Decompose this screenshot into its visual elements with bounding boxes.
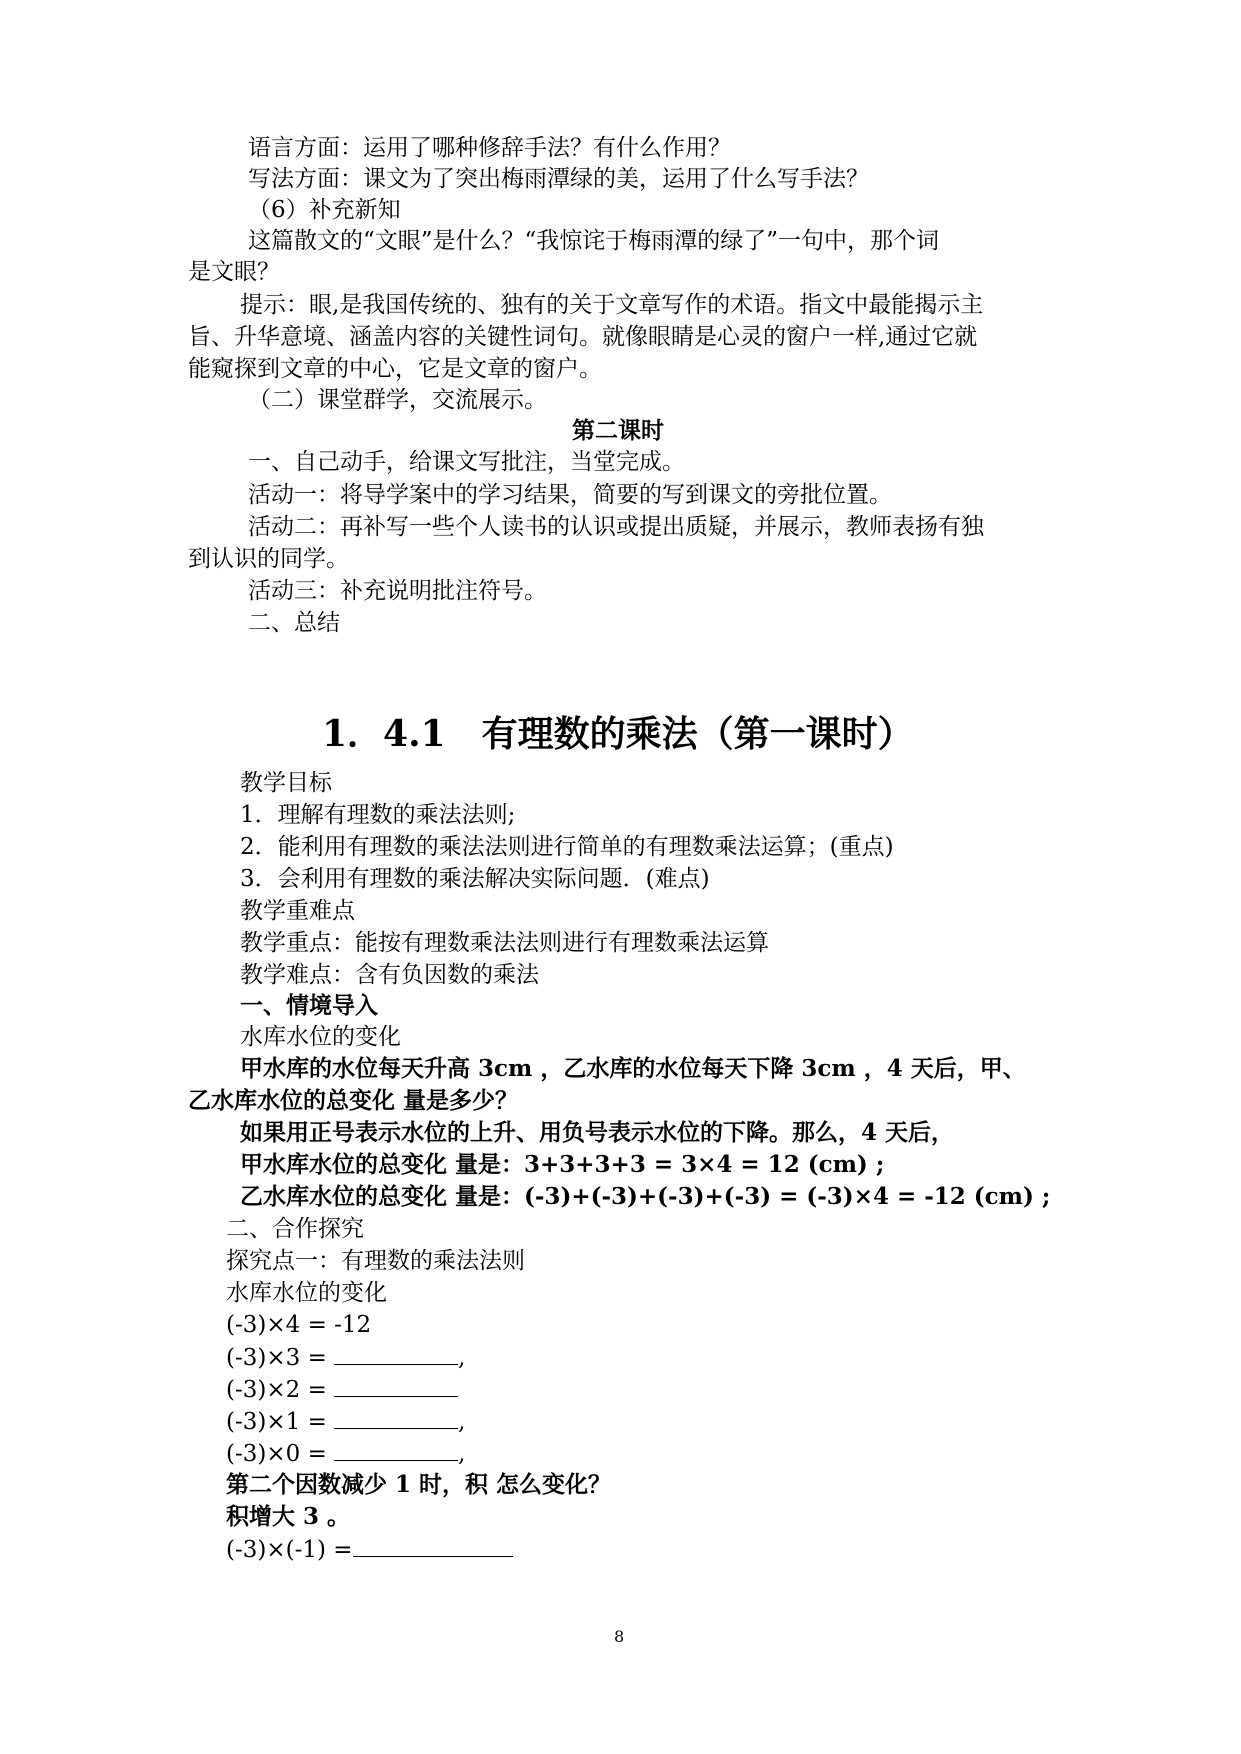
paragraph-group-study: （二）课堂群学，交流展示。 bbox=[248, 387, 547, 413]
lesson2-activity-2a: 活动二：再补写一些个人读书的认识或提出质疑，并展示，教师表扬有独 bbox=[248, 514, 984, 540]
equation-4-comma: , bbox=[458, 1409, 466, 1435]
equation-5-text: (-3)×0 = bbox=[226, 1441, 335, 1467]
paragraph-hint-3: 能窥探到文章的中心，它是文章的窗户。 bbox=[188, 356, 602, 382]
equation-3-text: (-3)×2 = bbox=[226, 1377, 335, 1403]
paragraph-hint-1: 提示：眼,是我国传统的、独有的关于文章写作的术语。指文中最能揭示主 bbox=[240, 292, 984, 318]
paragraph-writing: 写法方面：课文为了突出梅雨潭绿的美，运用了什么写手法？ bbox=[248, 166, 869, 192]
intro-sub: 水库水位的变化 bbox=[240, 1024, 401, 1050]
goal-3: 3．会利用有理数的乘法解决实际问题．(难点) bbox=[240, 866, 710, 892]
page-number: 8 bbox=[614, 1627, 625, 1646]
factor-question: 第二个因数减少 1 时，积 怎么变化？ bbox=[226, 1471, 612, 1498]
answer-blank-3[interactable] bbox=[334, 1374, 458, 1397]
equation-2-comma: , bbox=[458, 1345, 466, 1371]
key-heading: 教学重难点 bbox=[240, 898, 355, 924]
difficulty-point: 教学难点：含有负因数的乘法 bbox=[240, 962, 539, 988]
answer-blank-2[interactable] bbox=[334, 1342, 458, 1365]
equation-5-comma: , bbox=[458, 1441, 466, 1467]
lesson2-summary: 二、总结 bbox=[248, 610, 340, 636]
goal-2: 2．能利用有理数的乘法法则进行简单的有理数乘法运算；(重点) bbox=[240, 834, 894, 860]
equation-3 bbox=[226, 1374, 458, 1405]
answer-blank-6[interactable] bbox=[353, 1534, 513, 1557]
goals-heading: 教学目标 bbox=[240, 770, 332, 796]
lesson2-activity-2b: 到认识的同学。 bbox=[188, 546, 349, 572]
lesson2-item-1: 一、自己动手，给课文写批注，当堂完成。 bbox=[248, 449, 685, 475]
explore-sub: 水库水位的变化 bbox=[226, 1280, 387, 1306]
equation-2-text: (-3)×3 = bbox=[226, 1345, 335, 1371]
paragraph-wenyan-2: 是文眼？ bbox=[188, 259, 280, 285]
lesson2-title: 第二课时 bbox=[572, 417, 664, 444]
paragraph-language: 语言方面：运用了哪种修辞手法？有什么作用？ bbox=[248, 135, 731, 161]
equation-1: (-3)×4 = -12 bbox=[226, 1312, 372, 1338]
intro-calc-a: 甲水库水位的总变化 量是：3+3+3+3 = 3×4 = 12 (cm) ; bbox=[240, 1151, 885, 1178]
equation-2 bbox=[226, 1342, 465, 1373]
factor-answer: 积增大 3 。 bbox=[226, 1503, 351, 1530]
lesson2-activity-3: 活动三：补充说明批注符号。 bbox=[248, 578, 547, 604]
answer-blank-4[interactable] bbox=[334, 1406, 458, 1429]
intro-question-1: 甲水库的水位每天升高 3cm ，乙水库的水位每天下降 3cm ，4 天后，甲、 bbox=[240, 1055, 1026, 1082]
intro-assumption: 如果用正号表示水位的上升、用负号表示水位的下降。那么，4 天后， bbox=[240, 1119, 955, 1146]
coop-heading: 二、合作探究 bbox=[226, 1216, 364, 1242]
paragraph-supplement: （6）补充新知 bbox=[248, 197, 401, 223]
equation-4-text: (-3)×1 = bbox=[226, 1409, 335, 1435]
explore-point-1: 探究点一：有理数的乘法法则 bbox=[226, 1248, 525, 1274]
paragraph-wenyan-1: 这篇散文的“文眼”是什么？“我惊诧于梅雨潭的绿了”一句中，那个词 bbox=[248, 228, 940, 254]
lesson2-activity-1: 活动一：将导学案中的学习结果，简要的写到课文的旁批位置。 bbox=[248, 482, 892, 508]
equation-5 bbox=[226, 1438, 465, 1469]
goal-1: 1．理解有理数的乘法法则; bbox=[240, 802, 516, 828]
answer-blank-5[interactable] bbox=[334, 1438, 458, 1461]
equation-6 bbox=[226, 1534, 513, 1565]
equation-4 bbox=[226, 1406, 465, 1437]
key-point: 教学重点：能按有理数乘法法则进行有理数乘法运算 bbox=[240, 930, 769, 956]
equation-6-text: (-3)×(-1) = bbox=[226, 1537, 353, 1563]
intro-calc-b: 乙水库水位的总变化 量是：(-3)+(-3)+(-3)+(-3) = (-3)×4 = -12 (cm) ; bbox=[240, 1183, 1051, 1210]
intro-heading: 一、情境导入 bbox=[240, 992, 378, 1019]
intro-question-2: 乙水库水位的总变化 量是多少？ bbox=[188, 1087, 519, 1114]
section-title: 1．4.1 有理数的乘法（第一课时） bbox=[322, 713, 914, 755]
paragraph-hint-2: 旨、升华意境、涵盖内容的关键性词句。就像眼睛是心灵的窗户一样,通过它就 bbox=[188, 324, 978, 350]
